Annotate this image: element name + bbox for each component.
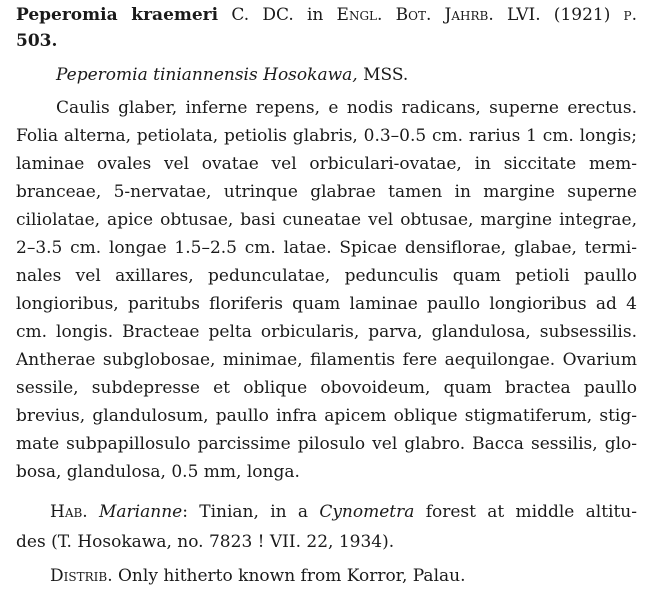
habitat-text: : Tinian, in a xyxy=(182,502,309,522)
description-line-7: nales vel axillares, pedunculatae, pedunculis quam petioli paullo xyxy=(16,266,637,286)
distribution-label: Distrib. xyxy=(50,566,113,586)
synonym-line xyxy=(56,63,637,87)
description-line-9: cm. longis. Bracteae pelta orbicularis, parva, glandulosa, subsessilis. xyxy=(16,322,637,342)
distribution-text: Only hitherto known from Korror, Palau. xyxy=(118,566,466,586)
description-line-8: longioribus, paritubs floriferis quam laminae paullo longioribus ad 4 xyxy=(16,294,637,314)
description-line-1: Caulis glaber, inferne repens, e nodis radicans, superne erectus. xyxy=(56,98,637,118)
description-line-5: ciliolatae, apice obtusae, basi cuneatae vel obtusae, margine integrae, xyxy=(16,210,637,230)
species-name: Peperomia kraemeri xyxy=(16,5,219,25)
habitat-line-2: des (T. Hosokawa, no. 7823 ! VII. 22, 1934). xyxy=(16,532,395,552)
page-number: 503. xyxy=(16,31,58,51)
authority: C. DC. in xyxy=(231,5,324,25)
description-line-10: Antherae subglobosae, minimae, filamentis fere aequilongae. Ovarium xyxy=(16,350,637,370)
habitat-rest: forest at middle altitu- xyxy=(425,502,637,522)
habitat-locality: Marianne xyxy=(99,502,183,522)
publication: Engl. Bot. Jahrb. LVI. (1921) p. xyxy=(336,5,638,25)
distribution-line xyxy=(50,564,637,588)
habitat-genus: Cynometra xyxy=(319,502,415,522)
heading-line xyxy=(16,3,637,27)
habitat-line-1 xyxy=(50,500,637,524)
description-line-3: laminae ovales vel ovatae vel orbiculari-ovatae, in siccitate mem- xyxy=(16,154,637,174)
synonym-name: Peperomia tiniannensis Hosokawa, xyxy=(56,65,358,85)
description-line-14: bosa, glandulosa, 0.5 mm, longa. xyxy=(16,462,300,482)
habitat-label: Hab. xyxy=(50,502,88,522)
heading-page-line xyxy=(16,29,637,53)
description-line-6: 2–3.5 cm. longae 1.5–2.5 cm. latae. Spicae densiflorae, glabae, termi- xyxy=(16,238,637,258)
description-line-11: sessile, subdepresse et oblique obovoideum, quam bractea paullo xyxy=(16,378,637,398)
description-line-2: Folia alterna, petiolata, petiolis glabris, 0.3–0.5 cm. rarius 1 cm. longis; xyxy=(16,126,637,146)
description-line-13: mate subpapillosulo parcissime pilosulo vel glabro. Bacca sessilis, glo- xyxy=(16,434,637,454)
description-line-12: brevius, glandulosum, paullo infra apicem oblique stigmatiferum, stig- xyxy=(16,406,637,426)
description-line-4: branceae, 5-nervatae, utrinque glabrae tamen in margine superne xyxy=(16,182,637,202)
synonym-note: MSS. xyxy=(363,65,409,85)
